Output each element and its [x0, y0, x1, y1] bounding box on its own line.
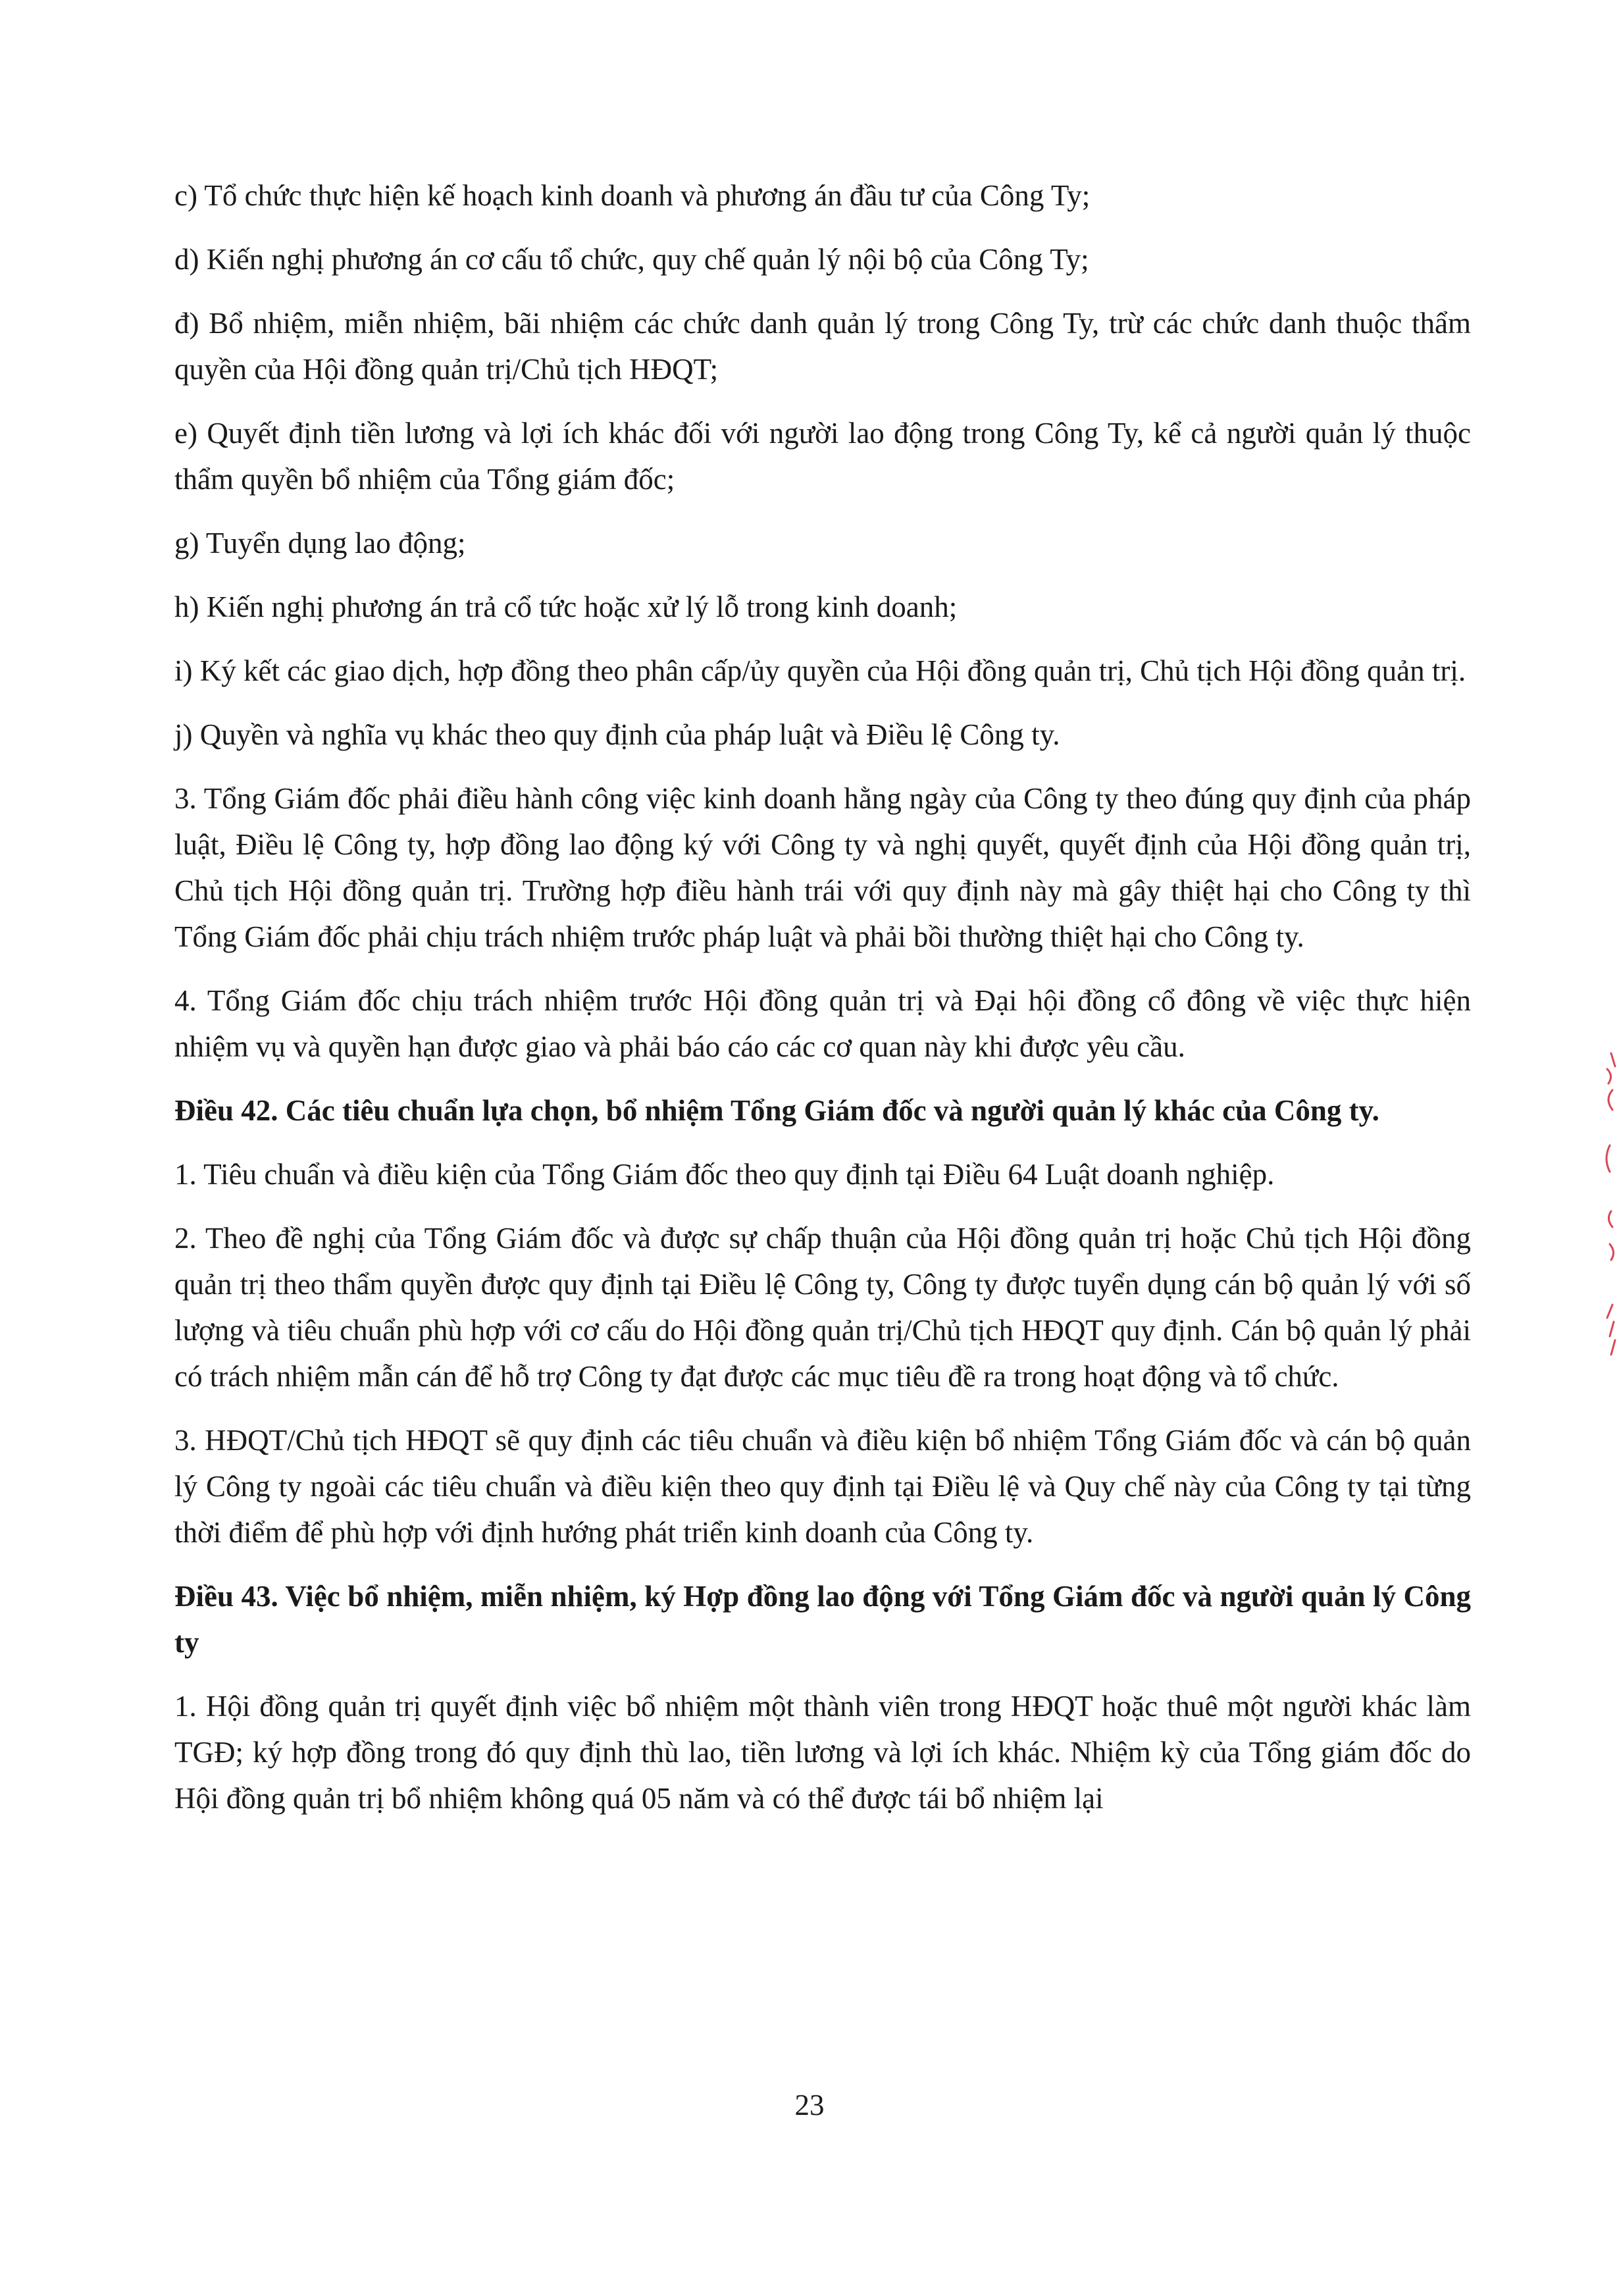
- paragraph: 4. Tổng Giám đốc chịu trách nhiệm trước Hội đồng quản trị và Đại hội đồng cổ đông về việc thực hiện nhiệm vụ và quyền hạn được giao và phải báo cáo các cơ quan này khi được yêu cầu.: [174, 984, 1471, 1063]
- paragraph: e) Quyết định tiền lương và lợi ích khác đối với người lao động trong Công Ty, kể cả người quản lý thuộc thẩm quyền bổ nhiệm của Tổng giám đốc;: [174, 417, 1471, 496]
- paragraph: i) Ký kết các giao dịch, hợp đồng theo phân cấp/ủy quyền của Hội đồng quản trị, Chủ tịch Hội đồng quản trị.: [174, 654, 1466, 687]
- paragraph: 1. Hội đồng quản trị quyết định việc bổ nhiệm một thành viên trong HĐQT hoặc thuê một người khác làm TGĐ; ký hợp đồng trong đó quy định thù lao, tiền lương và lợi ích khác. Nhiệm kỳ của Tổng giám đốc do Hội đồng quản trị bổ nhiệm không quá 05 năm và có thể được tái bổ nhiệm lại: [174, 1690, 1471, 1815]
- paragraph: h) Kiến nghị phương án trả cổ tức hoặc xử lý lỗ trong kinh doanh;: [174, 590, 958, 623]
- section-heading: Điều 43. Việc bổ nhiệm, miễn nhiệm, ký Hợp đồng lao động với Tổng Giám đốc và người quản lý Công ty: [174, 1580, 1471, 1659]
- paragraph: 3. HĐQT/Chủ tịch HĐQT sẽ quy định các tiêu chuẩn và điều kiện bổ nhiệm Tổng Giám đốc và cán bộ quản lý Công ty ngoài các tiêu chuẩn và điều kiện theo quy định tại Điều lệ và Quy chế này của Công ty tại từng thời điểm để phù hợp với định hướng phát triển kinh doanh của Công ty.: [174, 1424, 1471, 1549]
- paragraph: c) Tổ chức thực hiện kế hoạch kinh doanh và phương án đầu tư của Công Ty;: [174, 179, 1091, 212]
- red-seal-edge-mark: [1598, 1047, 1619, 1369]
- paragraph: g) Tuyển dụng lao động;: [174, 527, 466, 560]
- section-heading: Điều 42. Các tiêu chuẩn lựa chọn, bổ nhiệm Tổng Giám đốc và người quản lý khác của Công ty.: [174, 1094, 1379, 1127]
- paragraph: 2. Theo đề nghị của Tổng Giám đốc và được sự chấp thuận của Hội đồng quản trị hoặc Chủ tịch Hội đồng quản trị theo thẩm quyền được quy định tại Điều lệ Công ty, Công ty được tuyển dụng cán bộ quản lý với số lượng và tiêu chuẩn phù hợp với cơ cấu do Hội đồng quản trị/Chủ tịch HĐQT quy định. Cán bộ quản lý phải có trách nhiệm mẫn cán để hỗ trợ Công ty đạt được các mục tiêu đề ra trong hoạt động và tổ chức.: [174, 1222, 1471, 1393]
- paragraph: j) Quyền và nghĩa vụ khác theo quy định của pháp luật và Điều lệ Công ty.: [174, 718, 1060, 751]
- page-number: 23: [794, 2089, 825, 2122]
- document-body: [174, 172, 1471, 1839]
- paragraph: 1. Tiêu chuẩn và điều kiện của Tổng Giám đốc theo quy định tại Điều 64 Luật doanh nghiệp.: [174, 1158, 1275, 1191]
- paragraph: 3. Tổng Giám đốc phải điều hành công việc kinh doanh hằng ngày của Công ty theo đúng quy định của pháp luật, Điều lệ Công ty, hợp đồng lao động ký với Công ty và nghị quyết, quyết định của Hội đồng quản trị, Chủ tịch Hội đồng quản trị. Trường hợp điều hành trái với quy định này mà gây thiệt hại cho Công ty thì Tổng Giám đốc phải chịu trách nhiệm trước pháp luật và phải bồi thường thiệt hại cho Công ty.: [174, 782, 1471, 953]
- paragraph: đ) Bổ nhiệm, miễn nhiệm, bãi nhiệm các chức danh quản lý trong Công Ty, trừ các chức danh thuộc thẩm quyền của Hội đồng quản trị/Chủ tịch HĐQT;: [174, 307, 1471, 386]
- paragraph: d) Kiến nghị phương án cơ cấu tổ chức, quy chế quản lý nội bộ của Công Ty;: [174, 243, 1089, 276]
